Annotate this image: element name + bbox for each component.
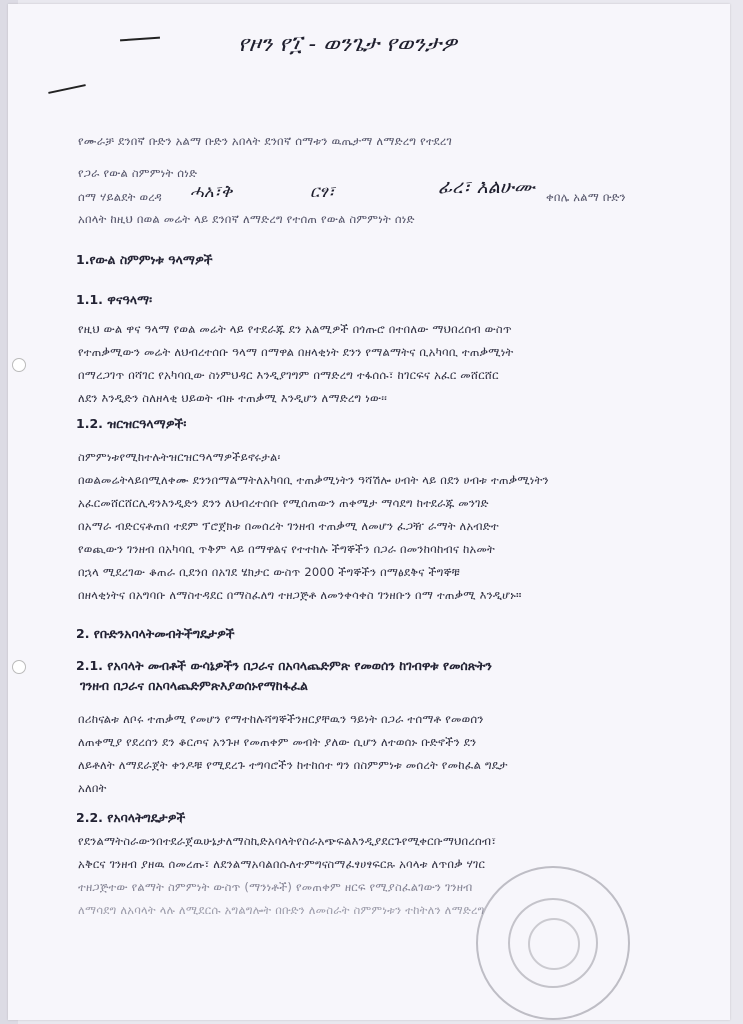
section-2-1-line-4: አለበት bbox=[78, 781, 107, 795]
intro-line-1: የሙራቻ ደንበኛ ቡድን አልማ ቡድን አበላት ደንበኛ ሰማቱን ዉጤታማ ለማድረግ የተደረገ bbox=[78, 134, 452, 148]
section-1-2-line-6: በኋላ ሚደረገው ቆጠራ ቢደንበ በአገደ ሄክታር ውስጥ 2000 ችግኞችን በማፅደቅና ችግኞቹ bbox=[78, 565, 460, 579]
section-2-1-title-line-2: ገንዘብ በጋራና በአባላጨድምጽእያወሰኑየማከፋፈል bbox=[80, 678, 308, 693]
intro-line-3-suffix: ቀበሌ አልማ ቡድን bbox=[546, 190, 626, 204]
handwritten-title: የዞን የ፲ - ወንጌታ የወንታዎ bbox=[238, 32, 457, 57]
punch-hole-bottom bbox=[12, 660, 26, 674]
section-2-1-line-3: ለይቶለት ለማደራጀት ቀንዶቹ የሚደረጉ ተግባሮችን ከተከሰተ ግን በስምምነቱ መሰረት የመከፈል ግዴታ bbox=[78, 758, 508, 772]
section-2-2-line-2: አቅርና ገንዘብ ያዘዉ ሰመረጡ፣ ለደንልማአባልበሱለተምግናስማፈፃሀፃፍርጹ አባላቱ ለጥበቃ ሃገር bbox=[78, 857, 486, 871]
section-1-1-title: 1.1. ዋናዓላማ፡ bbox=[76, 292, 153, 307]
section-1-2-line-1: ስምምነቱየሚከተሉትዝርዝርዓላማዎችይኖሩታል፡ bbox=[78, 450, 281, 464]
stamp-inner-ring bbox=[508, 898, 598, 988]
section-2-2-line-1: የደንልማትስራውንበተደራጀዉሁኔታለማስኪድአባላትየስራአጭፍልእንዲያደርጉየሚቀርቡማህበረሰብ፣ bbox=[78, 834, 497, 848]
section-2-1-line-1: በሪከናልቱ ለቦሩ ተጠቃሚ የመሆን የማተከሉሻግኞችንዘርያቸዉን ዓይነት በጋራ ተሰማቶ የመወሰን bbox=[78, 712, 484, 726]
punch-hole-top bbox=[12, 358, 26, 372]
official-stamp bbox=[476, 866, 630, 1020]
stamp-core bbox=[528, 918, 580, 970]
section-1-2-line-3: አፈርመሸርሸርሊዳንእንዲድን ደንን ለህብረተሰቡ የሚሰጠውን ጠቀሜታ ማሳደግ ከተደራጁ መንገድ bbox=[78, 496, 489, 510]
section-1-2-line-7: በዘላቂነትና በአግባቡ ለማስተዳደር በማስፈለግ ተዘጋጅቶ ለመንቀሳቀስ ገንዘቡን በማ ተጠቃሚ እንዲሆኑ። bbox=[78, 588, 522, 602]
intro-line-4: አበላት ከዚህ በወል መሬት ላይ ደንበኛ ለማድረግ የተሰጠ የውል ስምምነት ሰነድ bbox=[78, 212, 415, 226]
section-1-1-line-1: የዚህ ውል ዋና ዓላማ የወል መሬት ላይ የተደራጁ ደን አልሚዎች በጎጡሮ በተበለው ማህበረሰብ ውስጥ bbox=[78, 322, 512, 336]
margin-mark bbox=[48, 84, 86, 94]
section-2-title: 2. የቡድንአባላትመብትችግዴታዎች bbox=[76, 626, 235, 641]
section-1-title: 1.የውል ስምምነቱ ዓላማዎች bbox=[76, 252, 213, 267]
section-1-2-line-4: በአማራ ብድርናቶጠበ ተደም ፕሮጀክቱ በመሰረት ገንዘብ ተጠቃሚ ለመሆን ፈጋዥ ራማት ለአብድተ bbox=[78, 519, 499, 533]
section-2-2-title: 2.2. የአባላትግዴታዎች bbox=[76, 810, 186, 825]
handwritten-field-2: ርፃ፣ bbox=[310, 182, 335, 202]
section-1-2-line-5: የወጪውን ገንዘብ በአካባቢ ጥቅም ላይ በማዋልና የተተከሉ ችግኞችን በጋራ በመንከባከብና ከአመት bbox=[78, 542, 496, 556]
section-1-2-line-2: በወልመሬትላይበሚለቀሙ ደንንበማልማትለአካባቢ ተጠቃሚነትን ዓሻሽሎ ሀብት ላይ በደን ሀብቱ ተጠቃሚነትን bbox=[78, 473, 549, 487]
section-1-1-line-4: ለደን እንዲድን ስለዘላቂ ህይወት ብዙ ተጠቃሚ እንዲሆን ለማድረግ ነው፡፡ bbox=[78, 391, 388, 405]
section-1-1-line-2: የተጠቃሚውን መሬት ለህብረተሰቡ ዓላማ በማዋል በዘላቂነት ደንን የማልማትና ቢአካባቢ ተጠቃሚነት bbox=[78, 345, 514, 359]
handwritten-field-1: ሓአ፣ቅ bbox=[190, 182, 233, 202]
section-2-2-line-3: ተዘጋጅተው የልማት ስምምነት ውስጥ (ማንነቶች) የመጠቀም ዘርፍ የሚያስፈልገውን ገንዘብ bbox=[78, 880, 473, 894]
intro-line-2: የጋራ የውል ስምምነት ሰነድ bbox=[78, 166, 198, 180]
section-1-1-line-3: በማረጋገጥ በሻገር የአካባቢው ስነምህዳር እንዲያገግም በማድረግ ተፋሰሱ፣ ከገርፍና አፈር መሸርሸር bbox=[78, 368, 499, 382]
section-1-2-title: 1.2. ዝርዝርዓላማዎች፡ bbox=[76, 416, 187, 431]
intro-line-3-prefix: ሰማ ሃይልደት ወረዳ bbox=[78, 190, 162, 204]
handwritten-signature: ፊረ፣ እልሁሙ bbox=[438, 176, 535, 198]
document-page bbox=[8, 4, 730, 1020]
section-2-1-title-line-1: 2.1. የአባላት መብቶች ውሳኔዎችን በጋራና በአባላጨድምጽ የመወሰን ከገብዋቱ የመሰጽትን bbox=[76, 658, 492, 673]
dash-mark bbox=[120, 37, 160, 42]
section-2-1-line-2: ለጠቀሚያ የደረሰን ደን ቆርጦና አንጉዞ የመጠቀም መብት ያለው ሲሆን ለተወሰኑ ቡድኖችን ደን bbox=[78, 735, 477, 749]
intro-line-3 bbox=[78, 176, 678, 208]
section-2-2-line-4: ለማሳደግ ለአባላት ላሉ ለሚደርሱ አግልግሎት በቡድን ለመስራት ስምምነቱን ተከትለን ለማድረግ bbox=[78, 903, 485, 917]
